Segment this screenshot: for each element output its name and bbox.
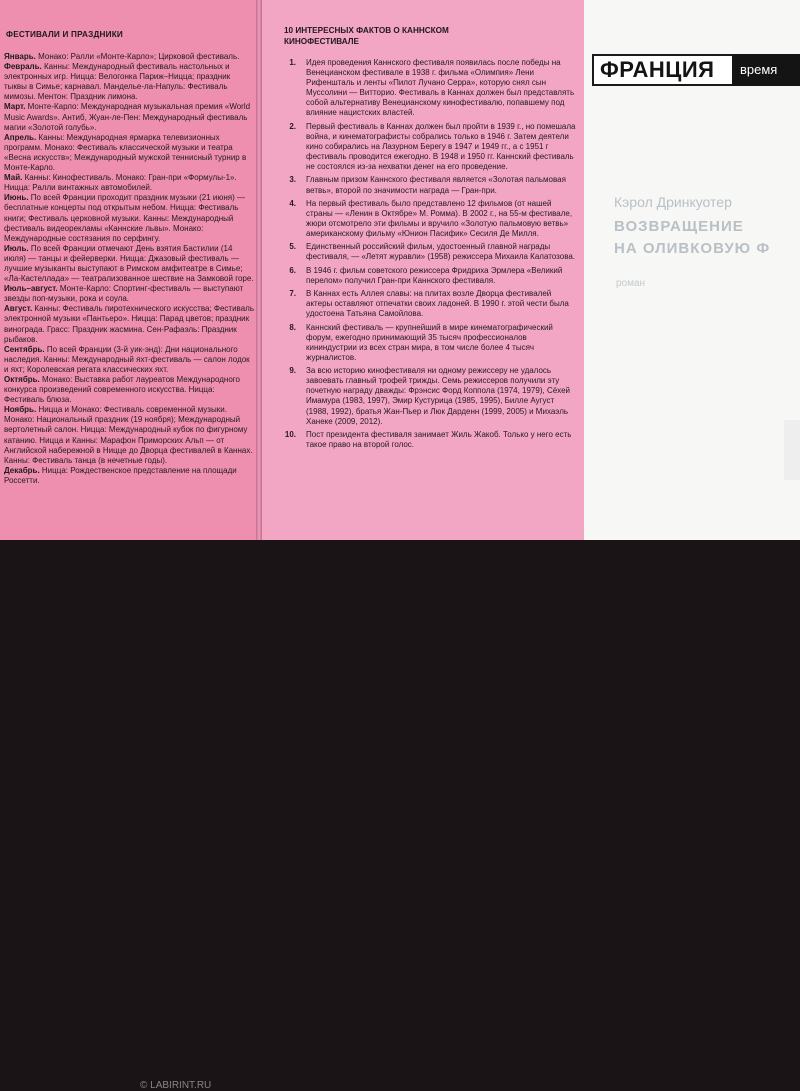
festival-list [4,52,254,486]
festival-entry-july-august: Июль–август. Монте-Карло: Спортинг-фестиваль — выступают звезды поп-музыки, рока и соула. [4,284,244,304]
fact-item: 3. Главным призом Каннского фестиваля является «Золотая пальмовая ветвь», второй по значимости награда — Гран-при. [289,175,566,195]
time-label: время [740,62,778,77]
watermark: © LABIRINT.RU [140,1080,212,1091]
festival-entry-september: Сентябрь. По всей Франции (3-й уик-энд): Дни национального наследия. Канны: Международный яхт-фестиваль — салон лодок и яхт; Королевская регата классических яхт. [4,344,250,374]
country-heading-box [592,54,736,86]
fact-item: 8. Каннский фестиваль — крупнейший в мире кинематографический форум, ежегодно принимающий 35 тысяч профессионалов кининдустрии из всех стран мира, в том числе более 4 тысяч журналистов. [289,322,553,362]
fact-item: 1. Идея проведения Каннского фестиваля появилась после победы на Венецианском фестивале в 1938 г. фильма «Олимпия» Лени Рифеншталь и ленты «Пилот Лучано Серра», которую снял сын Муссолини — Витторио. Фестиваль в Каннах должен был представлять собой альтернативу Венецианскому кинофестивалю, попавшему под влияние нацистских властей. [289,58,575,118]
festival-entry-may: Май. Канны: Кинофестиваль. Монако: Гран-при «Формулы-1». Ницца: Ралли винтажных автомобилей. [4,173,237,193]
book-title-line1: ВОЗВРАЩЕНИЕ [614,218,744,235]
facts-list [278,58,578,453]
fact-item: 2. Первый фестиваль в Каннах должен был пройти в 1939 г., но помешала война, и кинематографисты собрались только в 1946 г. Затем деятели кино собирались на Лазурном Берегу в 1947 и 1949 гг., а с 1951 г фестиваль проводится ежегодно. В 1948 и 1950 гг. Каннский фестиваль не состоялся из-за нехватки денег на его проведение. [289,121,576,172]
fact-item: 7. В Каннах есть Аллея славы: на плитах возле Дворца фестивалей актеры оставляют отпечатки своих ладоней. В 1990 г. этой чести была удостоена Татьяна Самойлова. [289,289,569,319]
book-title-line2: НА ОЛИВКОВУЮ Ф [614,240,771,257]
festival-entry-april: Апрель. Канны: Международная ярмарка телевизионных программ. Монако: Фестиваль классической музыки и театра «Весна искусств»; Международный мужской теннисный турнир в Монте-Карло. [4,132,247,173]
bottom-shadow [0,540,800,1091]
left-page [0,0,258,548]
section-title: ФЕСТИВАЛИ И ПРАЗДНИКИ [6,30,124,39]
page-edge-stripe [784,420,800,480]
facts-title: 10 ИНТЕРЕСНЫХ ФАКТОВ О КАННСКОМ КИНОФЕСТИВАЛЕ [284,26,449,46]
festival-entry-january: Январь. Монако: Ралли «Монте-Карло»; Цирковой фестиваль. [4,52,240,61]
middle-page [262,0,584,540]
country-heading: ФРАНЦИЯ [600,57,715,82]
time-tab [732,54,800,86]
book-genre: роман [616,278,646,289]
fact-item: 6. В 1946 г. фильм советского режиссера Фридриха Эрмлера «Великий перелом» получил Гран-при Каннского фестиваля. [289,265,563,285]
festival-entry-march: Март. Монте-Карло: Международная музыкальная премия «World Music Awards». Антиб, Жуан-ле-Пен: Международный фестиваль магии «Золотой голубь». [4,102,251,132]
fact-item: 9. За всю историю кинофестиваля ни одному режиссеру не удалось завоевать главный трофей трижды. Семь режиссеров получили эту почетную награду дважды: Фрэнсис Форд Коппола (1974, 1979), Сёхей Имамура (1983, 1997), Эмир Кустурица (1985, 1995), Билле Аугуст (1988, 1992), братья Жан-Пьер и Люк Дарденн (1999, 2005) и Михаэль Ханеке (2009, 2012). [289,366,570,426]
festival-entry-august: Август. Канны: Фестиваль пиротехнического искусства; Фестиваль электронной музыки «Пантьеро». Ницца: Парад цветов; праздник винограда. Грасс: Праздник жасмина. Сен-Рафаэль: Праздник рыбаков. [4,304,255,344]
festival-entry-october: Октябрь. Монако: Выставка работ лауреатов Международного конкурса произведений современного искусства. Ницца: Фестиваль блюза. [4,375,240,405]
author-name: Кэрол Дринкуотер [614,194,732,210]
right-page [584,0,800,540]
fact-item: 10. Пост президента фестиваля занимает Жиль Жакоб. Только у него есть такое право на второй голос. [284,429,572,449]
fact-item: 5. Единственный российский фильм, удостоенный главной награды фестиваля, — «Летят журавли» (1958) режиссера Михаила Калатозова. [289,242,576,262]
festival-entry-february: Февраль. Канны: Международный фестиваль настольных и электронных игр. Ницца: Велогонка Париж–Ницца; праздник тыквы в Симье; карнавал. Манделье-ла-Напуль: Фестиваль мимозы. Ментон: Праздник лимона. [4,62,231,102]
festival-entry-november: Ноябрь. Ницца и Монако: Фестиваль современной музыки. Монако: Национальный праздник (19 ноября); Международный вертолетный салон. Ницца: Международный кубок по фигурному катанию. Ницца и Канны: Марафон Приморских Альп — от Английской набережной в Ницце до Дворца фестивалей в Каннах. Канны: Фестиваль танца (в нечетные годы). [4,405,253,465]
fact-item: 4. На первый фестиваль было представлено 12 фильмов (от нашей страны — «Ленин в Октябре» М. Ромма). В 2002 г., на 55-м фестивале, жюри отсмотрело эти фильмы и вручило «Золотую пальмовую ветвь» американскому фильму «Юнион Пасифик» Сесиля Де Милля. [289,198,573,239]
festival-entry-december: Декабрь. Ницца: Рождественское представление на площади Россетти. [4,465,237,485]
festival-entry-july: Июль. По всей Франции отмечают День взятия Бастилии (14 июля) — танцы и фейерверки. Ницца: Джазовый фестиваль — лучшие музыканты выступают в Римском амфитеатре в Симье; «Ла-Кастеллада» — театрализованное шествие на Замковой горе. [4,243,254,284]
festival-entry-june: Июнь. По всей Франции проходит праздник музыки (21 июня) — бесплатные концерты под открытым небом. Ницца: Фестиваль книги; Фестиваль церковной музыки. Канны: Международный фестиваль видеорекламы «Каннские львы». Монако: Международные состязания по серфингу. [4,193,246,243]
